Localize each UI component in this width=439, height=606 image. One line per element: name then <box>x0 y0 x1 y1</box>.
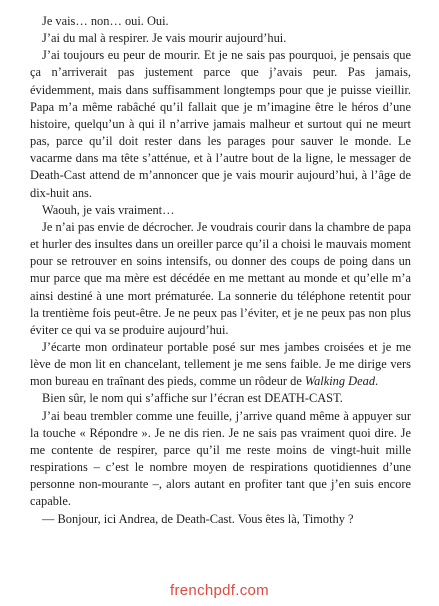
paragraph-7: Bien sûr, le nom qui s’affiche sur l’écran est DEATH-CAST. <box>42 391 343 406</box>
paragraph-6-text: J’écarte mon ordinateur portable posé sur mes jambes croisées et je me lève de mon lit en chancelant, tellement je me sens faible. Je me dirige vers mon bureau en traînant des pieds, comme un rôdeur de <box>30 339 411 389</box>
watermark: frenchpdf.com <box>170 582 269 599</box>
paragraph-3: J’ai toujours eu peur de mourir. Et je ne sais pas pourquoi, je pensais que ça n’arriverait pas justement parce que j’avais peur. Pas jamais, évidemment, mais dans suffisamment longtemps pour que je puisse vieillir. Papa m’a même rabâché qu’il fallait que je m’imagine être le héros d’une histoire, quelqu’un à qui il n’arrive jamais malheur et surtout qui ne meurt pas, parce qu’il doit rester dans les parages pour sauver le monde. Le vacarme dans ma tête s’atténue, et à l’autre bout de la ligne, le messager de Death-Cast attend de m’annoncer que je vais mourir aujourd’hui, à l’âge de dix-huit ans. <box>30 48 411 200</box>
paragraph-5: Je n’ai pas envie de décrocher. Je voudrais courir dans la chambre de papa et hurler des insultes dans un oreiller parce qu’il a choisi le mauvais moment pour se retrouver en soins intensifs, ou donner des coups de poing dans un mur parce que ma mère est décédée en me mettant au monde et qu’elle m’a ainsi destiné à une mort prématurée. La sonnerie du téléphone retentit pour la trentième fois peut-être. Je ne peux pas l’éviter, et je ne peux pas non plus éviter ce qui va se produire aujourd’hui. <box>30 219 411 337</box>
paragraph-6-end: . <box>375 374 379 389</box>
book-page-text <box>30 13 411 528</box>
paragraph-6 <box>30 339 411 390</box>
paragraph-2: J’ai du mal à respirer. Je vais mourir aujourd’hui. <box>42 31 287 46</box>
paragraph-8: J’ai beau trembler comme une feuille, j’arrive quand même à appuyer sur la touche « Répondre ». Je ne dis rien. Je ne sais pas vraiment quoi dire. Je me contente de respirer, parce qu’il me reste moins de vingt-huit mille respirations – c’est le nombre moyen de respirations quotidiennes d’une personne non-mourante –, alors autant en profiter tant que j’en suis encore capable. <box>30 408 411 509</box>
paragraph-4: Waouh, je vais vraiment… <box>42 202 175 217</box>
paragraph-9: — Bonjour, ici Andrea, de Death-Cast. Vous êtes là, Timothy ? <box>42 511 354 526</box>
walking-dead-title: Walking Dead <box>304 374 376 389</box>
paragraph-1: Je vais… non… oui. Oui. <box>42 14 169 28</box>
